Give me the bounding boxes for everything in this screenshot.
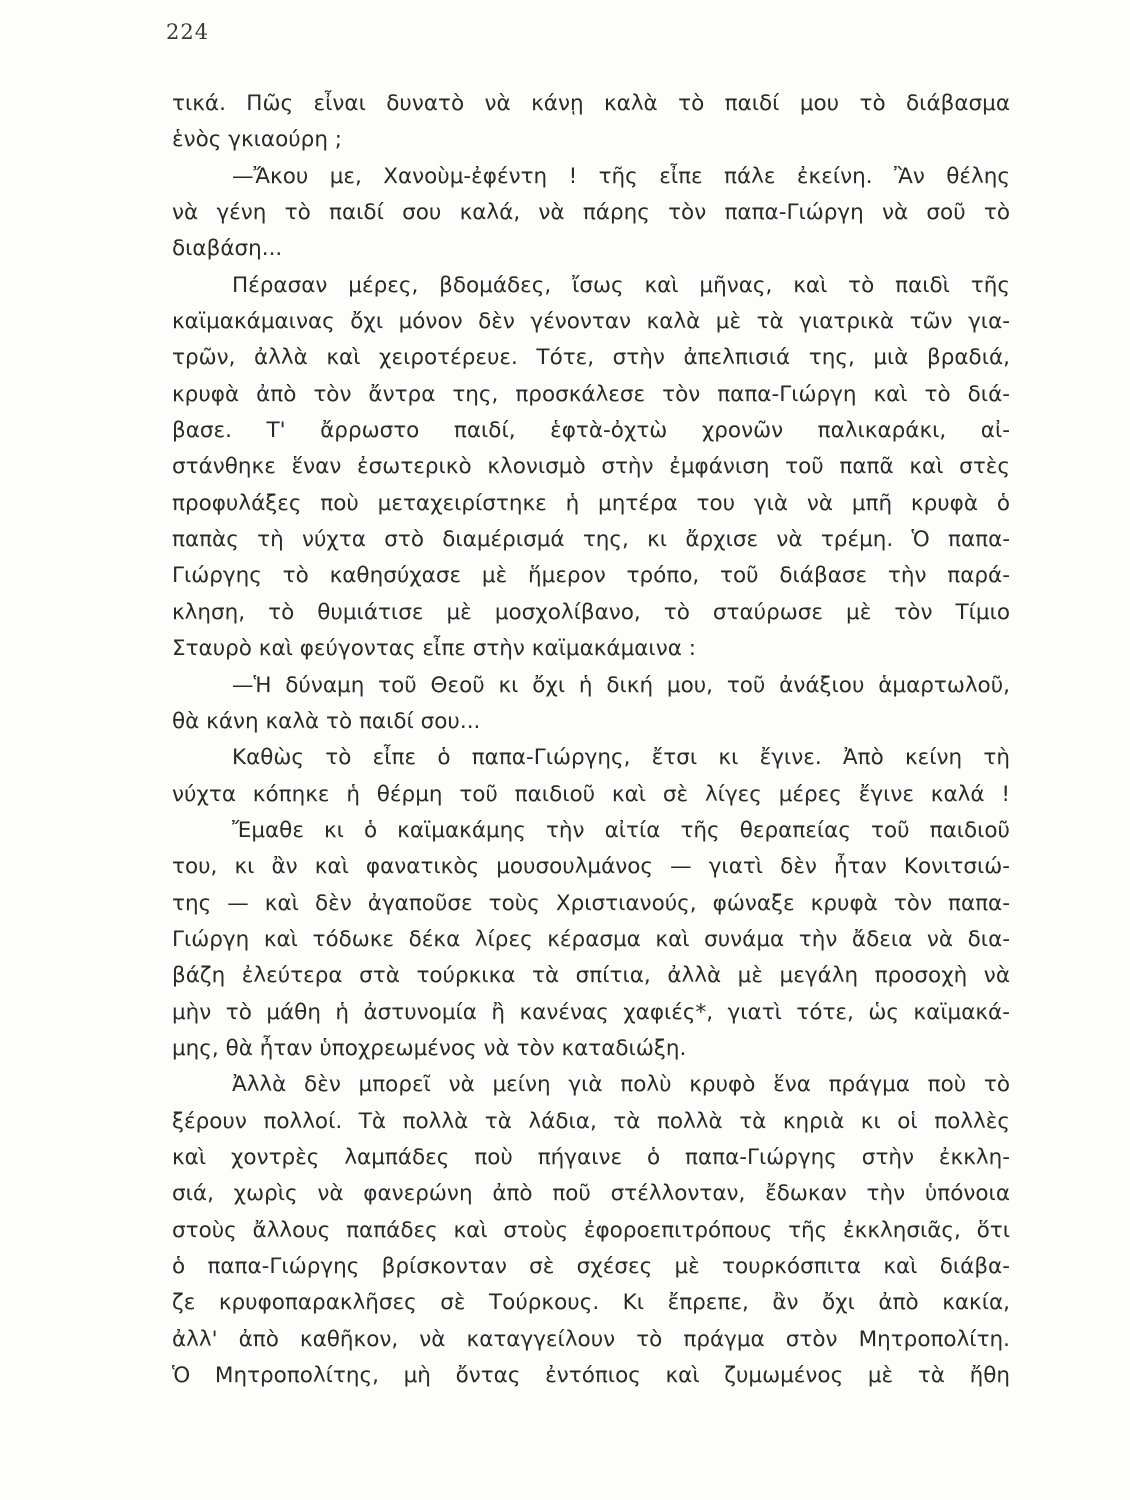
text-line: θὰ κάνη καλὰ τὸ παιδί σου... — [172, 708, 481, 734]
text-line: Καθὼς τὸ εἶπε ὁ παπα-Γιώργης, ἔτσι κι ἔγινε. Ἀπὸ κείνη τὴ — [232, 745, 1010, 771]
text-line: Πέρασαν μέρες, βδομάδες, ἴσως καὶ μῆνας, καὶ τὸ παιδὶ τῆς — [232, 272, 1010, 298]
text-line: νύχτα κόπηκε ἡ θέρμη τοῦ παιδιοῦ καὶ σὲ λίγες μέρες ἔγινε καλά ! — [172, 781, 1010, 807]
text-line: ὁ παπα-Γιώργης βρίσκονταν σὲ σχέσες μὲ τουρκόσπιτα καὶ διάβα- — [172, 1254, 1010, 1279]
text-line: του, κι ἂν καὶ φανατικὸς μουσουλμάνος — γιατὶ δὲν ἦταν Κονιτσιώ- — [172, 854, 1010, 880]
text-line: ξέρουν πολλοί. Τὰ πολλὰ τὰ λάδια, τὰ πολλὰ τὰ κηριὰ κι οἱ πολλὲς — [172, 1108, 1010, 1134]
text-line: προφυλάξες ποὺ μεταχειρίστηκε ἡ μητέρα του γιὰ νὰ μπῆ κρυφὰ ὁ — [172, 490, 1010, 516]
page-number: 224 — [166, 20, 210, 44]
text-line: στοὺς ἄλλους παπάδες καὶ στοὺς ἐφοροεπιτρόπους τῆς ἐκκλησιᾶς, ὅτι — [172, 1217, 1010, 1243]
text-line: ζε κρυφοπαρακλῆσες σὲ Τούρκους. Κι ἔπρεπε, ἂν ὄχι ἀπὸ κακία, — [172, 1290, 1010, 1316]
text-line: —Ἄκου με, Χανοὺμ-ἐφέντη ! τῆς εἶπε πάλε ἐκείνη. Ἂν θέλης — [232, 163, 1010, 189]
text-line: στάνθηκε ἕναν ἐσωτερικὸ κλονισμὸ στὴν ἐμφάνιση τοῦ παπᾶ καὶ στὲς — [172, 454, 1010, 480]
text-line: κρυφὰ ἀπὸ τὸν ἄντρα της, προσκάλεσε τὸν παπα-Γιώργη καὶ τὸ διά- — [172, 381, 1010, 407]
text-line: τρῶν, ἀλλὰ καὶ χειροτέρευε. Τότε, στὴν ἀπελπισιά της, μιὰ βραδιά, — [172, 345, 1010, 371]
text-line: διαβάση... — [172, 236, 283, 262]
text-line: —Ἡ δύναμη τοῦ Θεοῦ κι ὄχι ἡ δική μου, τοῦ ἀνάξιου ἁμαρτωλοῦ, — [232, 672, 1010, 698]
text-line: Γιώργης τὸ καθησύχασε μὲ ἥμερον τρόπο, τοῦ διάβασε τὴν παρά- — [172, 563, 1010, 589]
text-line: βασε. Τ' ἄρρωστο παιδί, ἑφτὰ-ὀχτὼ χρονῶν παλικαράκι, αἰ- — [172, 418, 1010, 444]
text-line: μὴν τὸ μάθη ἡ ἀστυνομία ἢ κανένας χαφιές*, γιατὶ τότε, ὡς καϊμακά- — [172, 999, 1010, 1025]
text-line: Ἀλλὰ δὲν μπορεῖ νὰ μείνη γιὰ πολὺ κρυφὸ ἕνα πράγμα ποὺ τὸ — [232, 1072, 1010, 1098]
text-line: νὰ γένη τὸ παιδί σου καλά, νὰ πάρης τὸν παπα-Γιώργη νὰ σοῦ τὸ — [172, 200, 1010, 226]
text-line: βάζη ἐλεύτερα στὰ τούρκικα τὰ σπίτια, ἀλλὰ μὲ μεγάλη προσοχὴ νὰ — [172, 963, 1010, 989]
text-line: Ὁ Μητροπολίτης, μὴ ὄντας ἐντόπιος καὶ ζυμωμένος μὲ τὰ ἤθη — [172, 1363, 1010, 1389]
text-line: ἑνὸς γκιαούρη ; — [172, 127, 343, 153]
text-line: καὶ χοντρὲς λαμπάδες ποὺ πήγαινε ὁ παπα-Γιώργης στὴν ἐκκλη- — [172, 1144, 1010, 1170]
text-line: καϊμακάμαινας ὄχι μόνον δὲν γένονταν καλὰ μὲ τὰ γιατρικὰ τῶν για- — [172, 309, 1010, 335]
text-line: κληση, τὸ θυμιάτισε μὲ μοσχολίβανο, τὸ σταύρωσε μὲ τὸν Τίμιο — [172, 599, 1010, 625]
text-line: παπὰς τὴ νύχτα στὸ διαμέρισμά της, κι ἄρχισε νὰ τρέμη. Ὁ παπα- — [172, 527, 1010, 553]
text-line: ἀλλ' ἀπὸ καθῆκον, νὰ καταγγείλουν τὸ πράγμα στὸν Μητροπολίτη. — [172, 1326, 1010, 1352]
text-line: της — καὶ δὲν ἀγαποῦσε τοὺς Χριστιανούς, φώναξε κρυφὰ τὸν παπα- — [172, 890, 1010, 916]
text-line: σιά, χωρὶς νὰ φανερώνη ἀπὸ ποῦ στέλλονταν, ἔδωκαν τὴν ὑπόνοια — [172, 1181, 1010, 1207]
text-line: Ἔμαθε κι ὁ καϊμακάμης τὴν αἰτία τῆς θεραπείας τοῦ παιδιοῦ — [232, 817, 1010, 843]
body-text — [172, 86, 1010, 1394]
text-line: Σταυρὸ καὶ φεύγοντας εἶπε στὴν καϊμακάμαινα : — [172, 636, 696, 662]
text-line: Γιώργη καὶ τόδωκε δέκα λίρες κέρασμα καὶ συνάμα τὴν ἄδεια νὰ δια- — [172, 926, 1010, 952]
text-line: μης, θὰ ἦταν ὑποχρεωμένος νὰ τὸν καταδιώξη. — [172, 1035, 687, 1061]
text-line: τικά. Πῶς εἶναι δυνατὸ νὰ κάνῃ καλὰ τὸ παιδί μου τὸ διάβασμα — [172, 91, 1010, 116]
